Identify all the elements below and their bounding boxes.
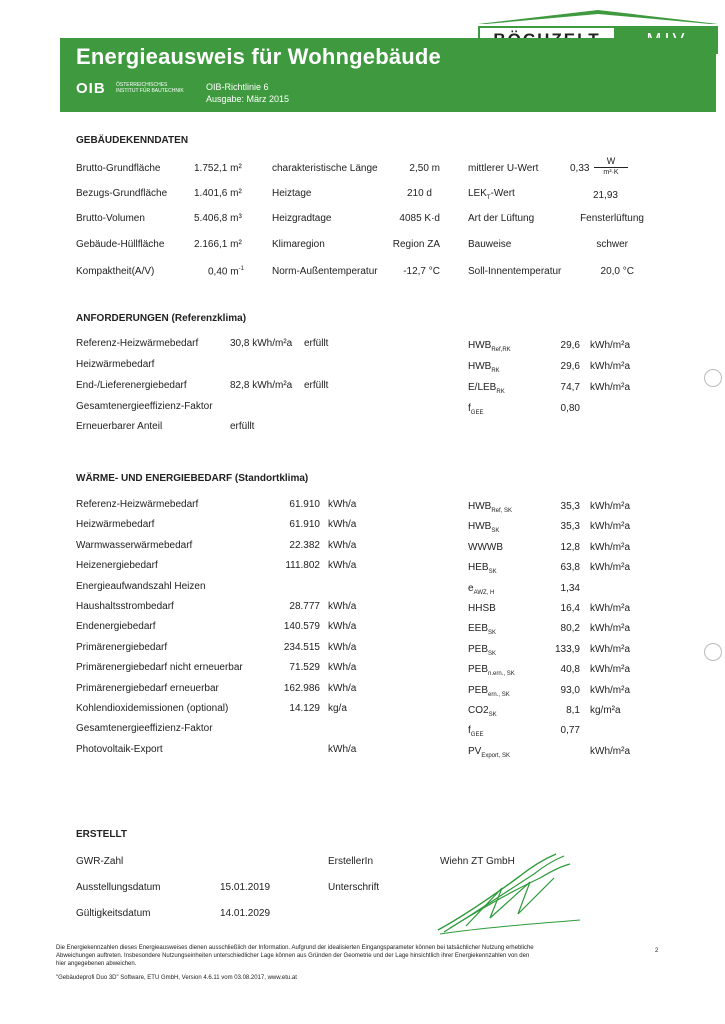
gebaeude-label: Heizgradtage: [272, 213, 332, 224]
energy-demand-unit: kWh/a: [328, 499, 357, 510]
ausstellung-value: 15.01.2019: [220, 882, 271, 893]
energy-demand-label: Heizenergiebedarf: [76, 560, 158, 571]
gebaeude-label: Norm-Außentemperatur: [272, 266, 378, 277]
requirement-unit2: kWh/m²a: [590, 382, 630, 393]
energy-demand-unit: kWh/a: [328, 744, 357, 755]
energy-demand-symbol: $PEB_{SK}$: [468, 644, 497, 657]
oib-logo: OIB: [76, 80, 106, 97]
energy-demand-label: Heizwärmebedarf: [76, 519, 155, 530]
gebaeude-value: 5.406,8 m³: [194, 213, 242, 224]
energy-demand-unit: kWh/a: [328, 662, 357, 673]
energy-demand-label: Haushaltsstrombedarf: [76, 601, 174, 612]
energy-demand-symbol: $PEB_{ern., SK}$: [468, 685, 510, 698]
requirement-label: Heizwärmebedarf: [76, 359, 155, 370]
energy-demand-value2: 8,1: [566, 705, 580, 716]
requirement-value2: 74,7: [560, 382, 580, 393]
energy-demand-value2: 63,8: [560, 562, 580, 573]
gebaeude-value: -12,7 °C: [403, 266, 440, 277]
energy-demand-value2: 0,77: [560, 725, 580, 736]
energy-demand-unit2: kWh/m²a: [590, 623, 630, 634]
energy-demand-symbol: $HWB_{SK}$: [468, 521, 500, 534]
requirement-status: erfüllt: [304, 380, 329, 391]
energy-demand-value: 28.777: [289, 601, 320, 612]
ausstellung-label: Ausstellungsdatum: [76, 882, 161, 893]
punch-hole-icon: [704, 369, 722, 387]
oib-institute-line2: INSTITUT FÜR BAUTECHNIK: [116, 88, 184, 94]
energy-demand-value: 140.579: [283, 621, 320, 632]
gebaeude-label: Bauweise: [468, 239, 512, 250]
gebaeude-value: 0,40 $m^{-1}$: [208, 266, 244, 278]
requirement-symbol: $HWB_{RK}$: [468, 361, 500, 374]
gebaeude-label: Soll-Innentemperatur: [468, 266, 562, 277]
guideline-label: OIB-Richtlinie 6: [206, 82, 269, 92]
energy-demand-unit: kWh/a: [328, 683, 357, 694]
requirement-unit2: kWh/m²a: [590, 361, 630, 372]
footer-disclaimer: Abweichungen auftreten. Insbesondere Nutzungseinheiten unterschiedlicher Lage können aus Gründen der Geometrie und der Lage hinsichtlich ihrer Energiekennzahlen von den: [56, 953, 530, 959]
requirement-value2: 0,80: [560, 403, 580, 414]
energy-demand-value: 22.382: [289, 540, 320, 551]
energy-demand-value2: 133,9: [554, 644, 580, 655]
energy-demand-unit2: kWh/m²a: [590, 603, 630, 614]
energy-demand-value2: 1,34: [560, 583, 580, 594]
energy-demand-label: Warmwasserwärmebedarf: [76, 540, 193, 551]
energy-demand-value2: 35,3: [560, 521, 580, 532]
unterschrift-label: Unterschrift: [328, 882, 380, 893]
requirement-value: 82,8 kWh/m²a: [230, 380, 293, 391]
requirement-symbol: $E/LEB_{RK}$: [468, 382, 505, 395]
gebaeude-value: 1.401,6 m²: [194, 188, 242, 199]
punch-hole-icon: [704, 643, 722, 661]
energy-demand-value: 14.129: [289, 703, 320, 714]
energy-demand-label: Primärenergiebedarf: [76, 642, 168, 653]
energy-demand-label: Energieaufwandszahl Heizen: [76, 581, 206, 592]
oib-institute-line1: ÖSTERREICHISCHES: [116, 82, 168, 88]
energy-demand-label: Primärenergiebedarf erneuerbar: [76, 683, 219, 694]
energy-demand-symbol: $HWB_{Ref, SK}$: [468, 501, 513, 514]
requirement-value2: 29,6: [560, 361, 580, 372]
energy-demand-unit2: kWh/m²a: [590, 542, 630, 553]
requirement-label: Referenz-Heizwärmebedarf: [76, 338, 199, 349]
gueltig-value: 14.01.2029: [220, 908, 271, 919]
requirement-symbol: $f_{GEE}$: [468, 403, 484, 416]
energy-demand-unit: kWh/a: [328, 642, 357, 653]
gebaeude-label: Bezugs-Grundfläche: [76, 188, 168, 199]
ersteller-label: ErstellerIn: [328, 856, 374, 867]
energy-demand-symbol: $e_{AWZ, H}$: [468, 583, 495, 596]
requirement-label: Gesamtenergieeffizienz-Faktor: [76, 401, 213, 412]
gebaeude-value: Region ZA: [392, 239, 440, 250]
footer-software: "Gebäudeprofi Duo 3D" Software, ETU GmbH, Version 4.6.11 vom 03.08.2017, www.etu.at: [56, 975, 297, 981]
energy-demand-unit2: kWh/m²a: [590, 685, 630, 696]
gebaeude-value: 210 d: [406, 188, 432, 199]
energy-demand-unit2: kWh/m²a: [590, 501, 630, 512]
requirement-label: End-/Lieferenergiebedarf: [76, 380, 187, 391]
section-title-waerme: WÄRME- UND ENERGIEBEDARF (Standortklima): [76, 473, 309, 484]
requirement-label: Erneuerbarer Anteil: [76, 421, 163, 432]
energy-demand-value2: 80,2: [560, 623, 580, 634]
energy-demand-value2: 40,8: [560, 664, 580, 675]
energy-demand-symbol: $PEB_{n.ern., SK}$: [468, 664, 515, 677]
ersteller-value: Wiehn ZT GmbH: [440, 856, 515, 867]
energy-demand-unit2: kWh/m²a: [590, 664, 630, 675]
section-title-erstellt: ERSTELLT: [76, 829, 127, 840]
footer-disclaimer: Die Energiekennzahlen dieses Energieausweises dienen ausschließlich der Information. Aufgrund der idealisierten Eingangsparameter können bei tatsächlicher Nutzung erhebliche: [56, 945, 534, 951]
gebaeude-value: 20,0 °C: [600, 266, 634, 277]
energy-demand-symbol: $CO2_{SK}$: [468, 705, 497, 718]
requirement-symbol: $HWB_{Ref,RK}$: [468, 340, 511, 353]
section-title-gebaeude: GEBÄUDEKENNDATEN: [76, 135, 189, 146]
gebaeude-label: Heiztage: [272, 188, 312, 199]
gueltig-label: Gültigkeitsdatum: [76, 908, 151, 919]
energy-demand-label: Referenz-Heizwärmebedarf: [76, 499, 199, 510]
energy-demand-label: Photovoltaik-Export: [76, 744, 163, 755]
gebaeude-label: mittlerer U-Wert: [468, 163, 539, 174]
gebaeude-label: Brutto-Grundfläche: [76, 163, 161, 174]
energy-demand-symbol: $PV_{Export, SK}$: [468, 746, 511, 759]
page-number: 2: [655, 948, 659, 954]
gebaeude-value: 0,33: [570, 163, 590, 174]
gebaeude-value: 2.166,1 m²: [194, 239, 242, 250]
energy-demand-value: 71.529: [289, 662, 320, 673]
energy-demand-unit: kWh/a: [328, 540, 357, 551]
gebaeude-label: Gebäude-Hüllfläche: [76, 239, 165, 250]
energy-demand-label: Primärenergiebedarf nicht erneuerbar: [76, 662, 243, 673]
gebaeude-value: 4085 K·d: [399, 213, 440, 224]
document-title: Energieausweis für Wohngebäude: [76, 44, 441, 69]
energy-demand-symbol: HHSB: [468, 603, 496, 614]
gebaeude-label: $LEK_T$-Wert: [468, 188, 515, 201]
signature-icon: [430, 848, 590, 938]
energy-demand-symbol: $HEB_{SK}$: [468, 562, 497, 575]
energy-demand-symbol: $EEB_{SK}$: [468, 623, 497, 636]
gebaeude-label: Klimaregion: [272, 239, 325, 250]
requirement-value: 30,8 kWh/m²a: [230, 338, 293, 349]
energy-demand-value2: 12,8: [560, 542, 580, 553]
edition-label: Ausgabe: März 2015: [206, 94, 290, 104]
requirement-status: erfüllt: [230, 421, 255, 432]
energy-demand-unit: kWh/a: [328, 519, 357, 530]
energy-demand-unit2: kWh/m²a: [590, 746, 630, 757]
energy-demand-value: 162.986: [283, 683, 320, 694]
energy-demand-value: 234.515: [283, 642, 320, 653]
energy-demand-unit2: kg/m²a: [590, 705, 621, 716]
footer-disclaimer: hier angegebenen abweichen.: [56, 961, 137, 967]
energy-demand-value2: 35,3: [560, 501, 580, 512]
gebaeude-value: 1.752,1 m²: [194, 163, 242, 174]
energy-demand-value: 61.910: [289, 519, 320, 530]
energy-demand-symbol: WWWB: [468, 542, 503, 553]
gebaeude-value: 21,93: [592, 190, 618, 201]
requirement-unit2: kWh/m²a: [590, 340, 630, 351]
gebaeude-value: schwer: [596, 239, 628, 250]
gwr-label: GWR-Zahl: [76, 856, 124, 867]
requirement-value2: 29,6: [560, 340, 580, 351]
energy-demand-value: 61.910: [289, 499, 320, 510]
energy-demand-unit: kWh/a: [328, 621, 357, 632]
gebaeude-label: Kompaktheit(A/V): [76, 266, 155, 277]
energy-demand-value: 111.802: [285, 560, 320, 571]
house-roof-icon: [478, 8, 718, 24]
gebaeude-label: Art der Lüftung: [468, 213, 535, 224]
energy-demand-unit: kWh/a: [328, 560, 357, 571]
energy-demand-value2: 16,4: [560, 603, 580, 614]
gebaeude-label: Brutto-Volumen: [76, 213, 145, 224]
energy-demand-unit2: kWh/m²a: [590, 521, 630, 532]
gebaeude-value: Fensterlüftung: [580, 213, 644, 224]
energy-demand-label: Endenergiebedarf: [76, 621, 156, 632]
gebaeude-value: 2,50 m: [409, 163, 440, 174]
gebaeude-label: charakteristische Länge: [272, 163, 378, 174]
energy-demand-value2: 93,0: [560, 685, 580, 696]
energy-demand-unit2: kWh/m²a: [590, 562, 630, 573]
u-value-unit: W m²·K: [594, 156, 628, 177]
energy-demand-unit: kWh/a: [328, 601, 357, 612]
requirement-status: erfüllt: [304, 338, 329, 349]
energy-demand-label: Gesamtenergieeffizienz-Faktor: [76, 723, 213, 734]
energy-demand-unit: kg/a: [328, 703, 347, 714]
section-title-anforderungen: ANFORDERUNGEN (Referenzklima): [76, 313, 247, 324]
energy-demand-unit2: kWh/m²a: [590, 644, 630, 655]
energy-demand-label: Kohlendioxidemissionen (optional): [76, 703, 229, 714]
energy-demand-symbol: $f_{GEE}$: [468, 725, 484, 738]
